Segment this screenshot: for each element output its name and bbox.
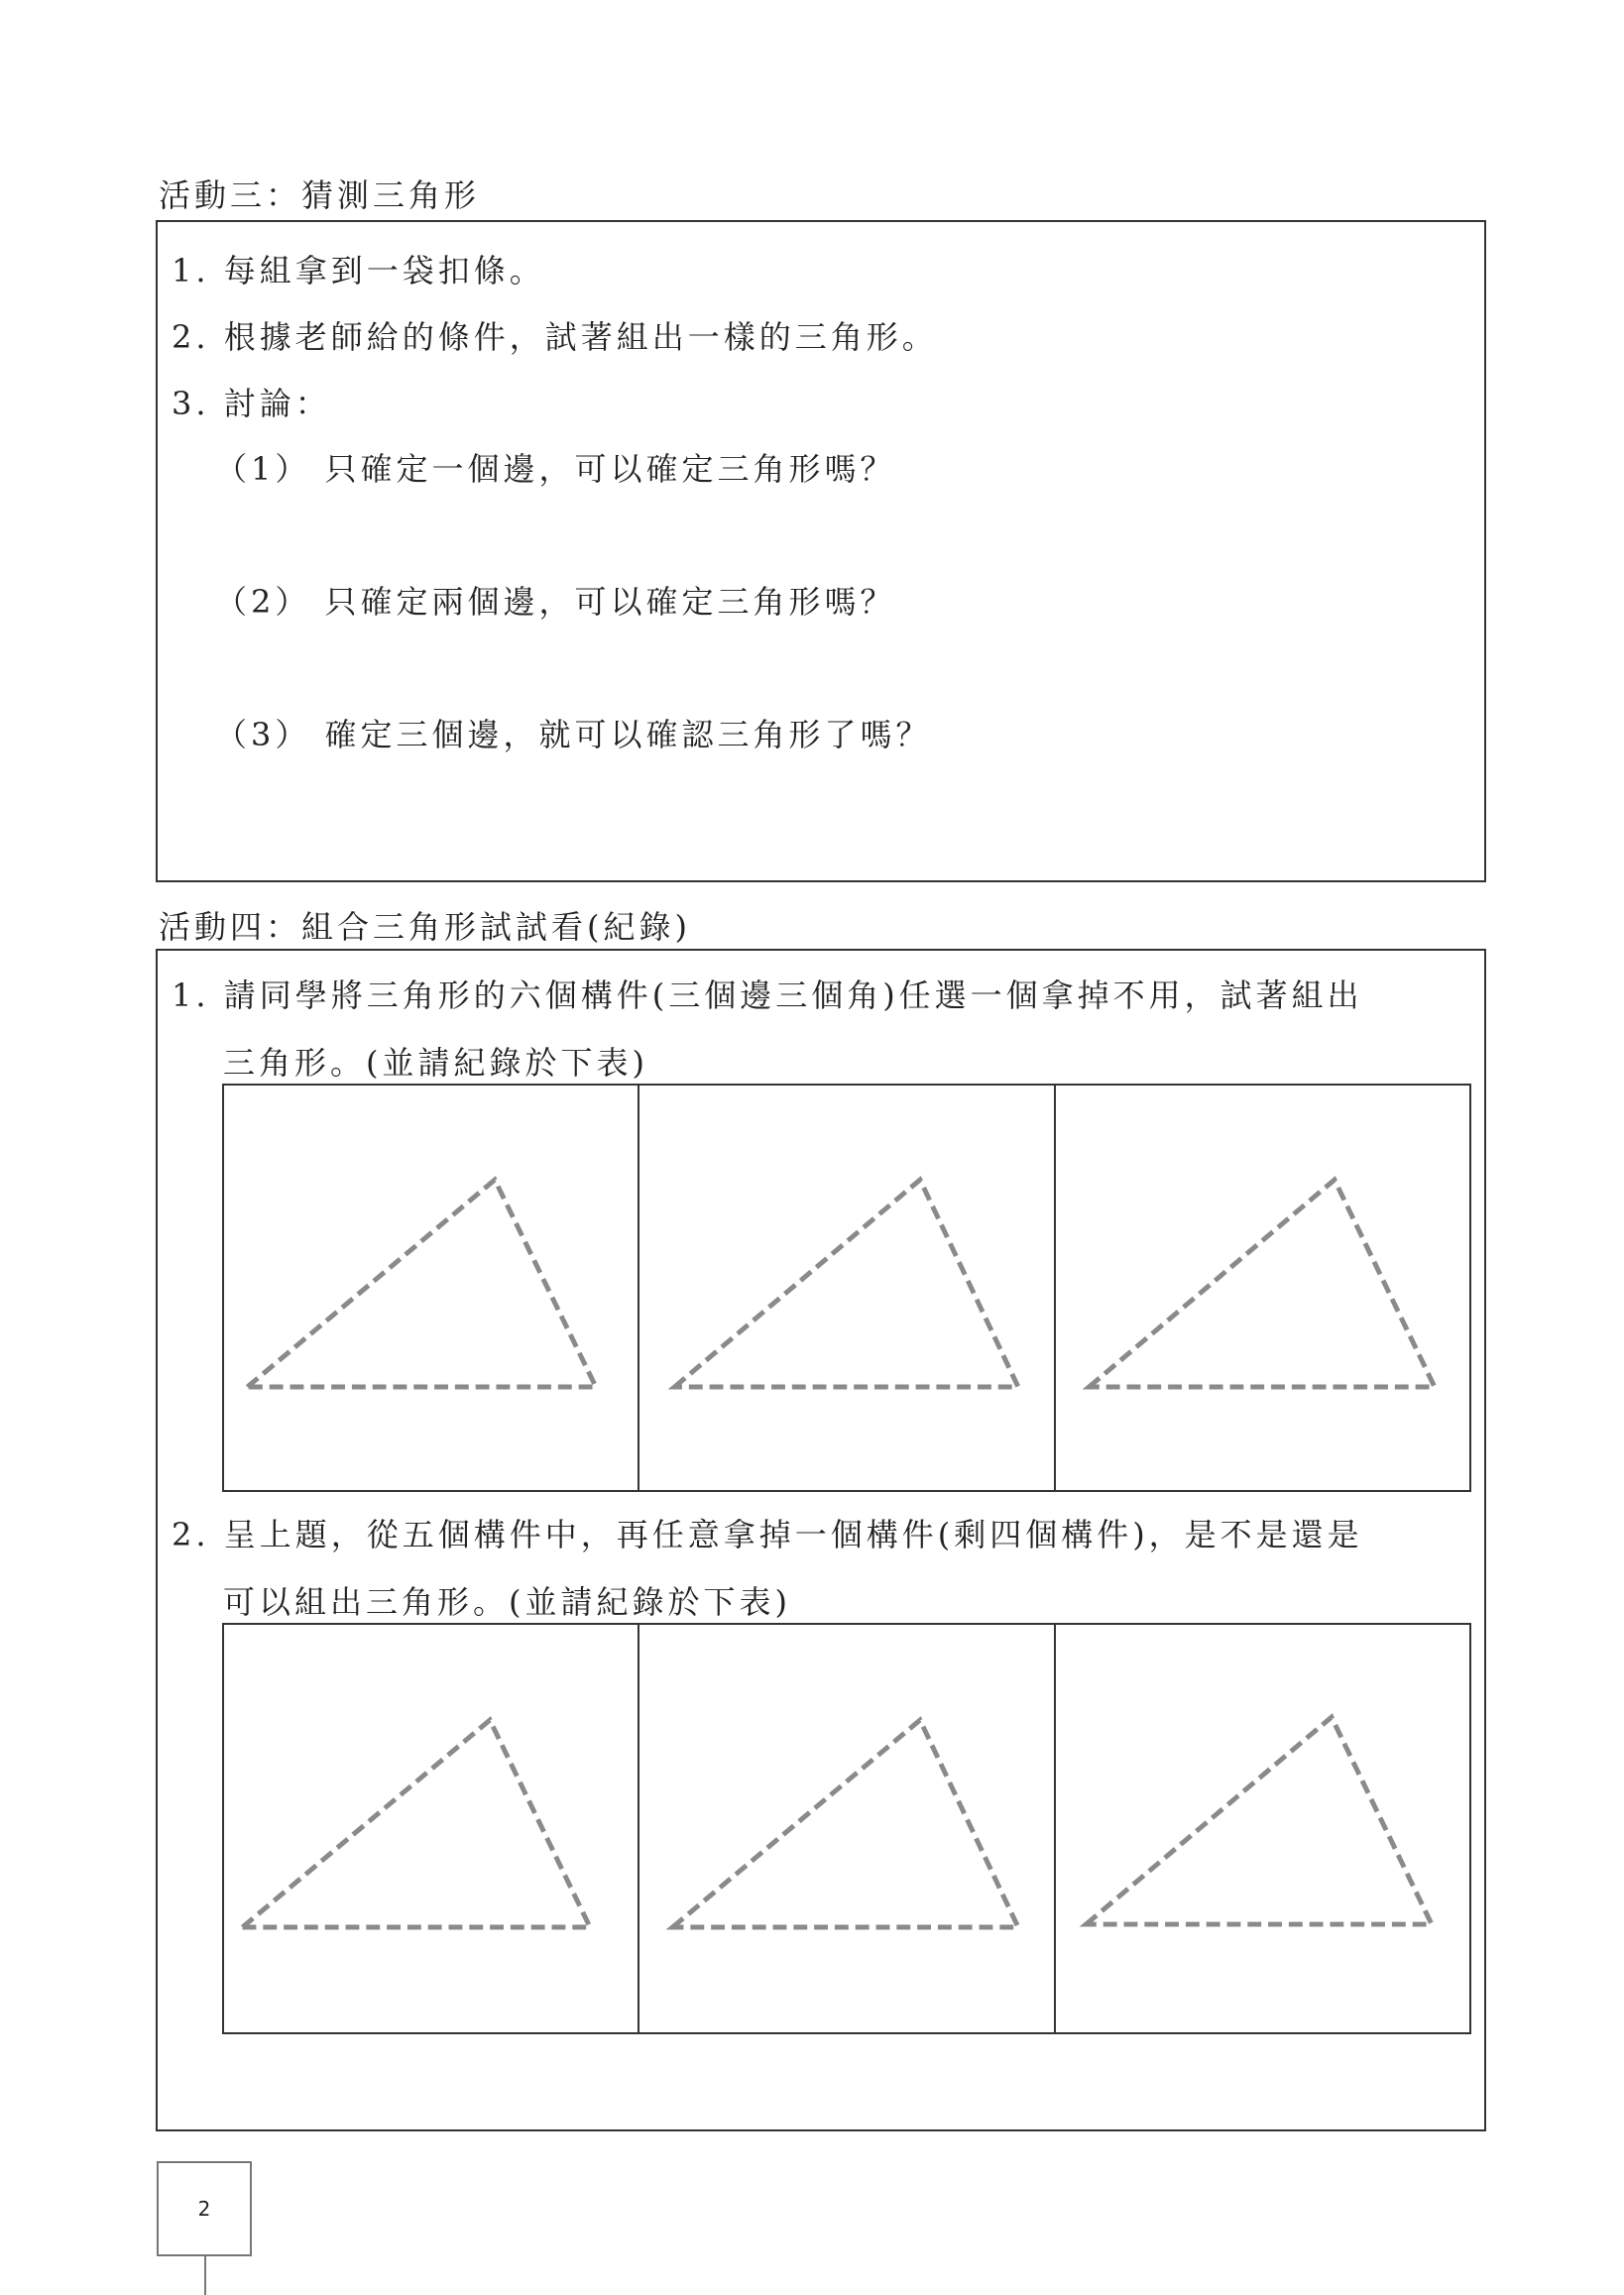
activity4-item-2-line-2: 可以組出三角形。(並請紀錄於下表) [223,1583,791,1621]
record-cell [1056,1086,1469,1490]
activity4-box [156,949,1486,2131]
activity3-question-3: （3） 確定三個邊，就可以確認三角形了嗎？ [215,716,932,753]
dashed-triangle [224,1086,638,1490]
record-cell [639,1625,1055,2032]
activity3-item-3: 3. 討論： [172,385,331,422]
page-number: 2 [197,2197,211,2221]
page-number-box [157,2161,252,2256]
activity3-item-1: 1. 每組拿到一袋扣條。 [172,252,545,289]
dashed-triangle [1056,1625,1469,2032]
record-table-1 [222,1084,1471,1492]
record-cell [224,1625,639,2032]
activity3-question-1: （1） 只確定一個邊，可以確定三角形嗎？ [215,450,896,488]
dashed-triangle [224,1625,638,2032]
activity3-box [156,220,1486,882]
record-cell [224,1086,639,1490]
activity4-title: 活動四：組合三角形試試看(紀錄) [159,908,691,946]
record-cell [1056,1625,1469,2032]
dashed-triangle [639,1086,1053,1490]
activity4-item-1-line-2: 三角形。(並請紀錄於下表) [223,1044,648,1082]
activity4-item-2-line-1: 2. 呈上題，從五個構件中，再任意拿掉一個構件(剩四個構件)，是不是還是 [172,1516,1363,1553]
page-number-stem [204,2256,206,2295]
record-cell [639,1086,1055,1490]
record-table-2 [222,1623,1471,2034]
dashed-triangle [1056,1086,1469,1490]
activity4-item-1-line-1: 1. 請同學將三角形的六個構件(三個邊三個角)任選一個拿掉不用，試著組出 [172,976,1363,1014]
dashed-triangle [639,1625,1053,2032]
activity3-item-2: 2. 根據老師給的條件，試著組出一樣的三角形。 [172,318,938,356]
activity3-title: 活動三：猜測三角形 [159,176,481,214]
activity3-question-2: （2） 只確定兩個邊，可以確定三角形嗎？ [215,583,896,621]
